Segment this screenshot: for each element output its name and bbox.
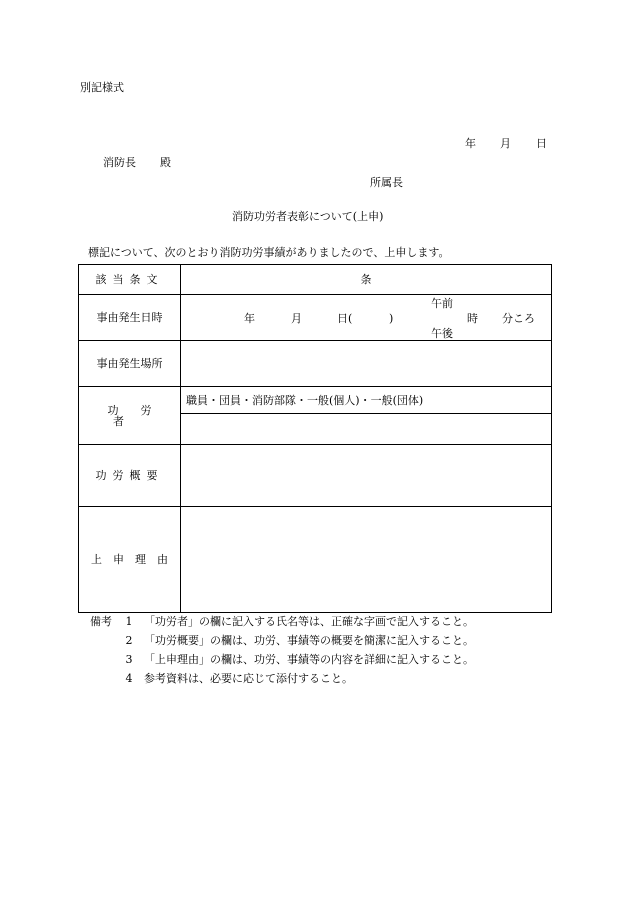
intro-text: 標記について、次のとおり消防功労事績がありましたので、上申します。 [88,246,450,259]
table-row [79,265,552,295]
datetime-field[interactable] [181,295,552,341]
date-month-label: 月 [500,137,511,150]
summary-field[interactable] [181,445,552,507]
row-label-article: 該当条文 [79,265,181,295]
date-year-label: 年 [465,137,476,150]
note-item: 3 「上申理由」の欄は、功労、事績等の内容を詳細に記入すること。 [125,653,474,666]
table-row [79,445,552,507]
note-item: 4 参考資料は、必要に応じて添付すること。 [125,672,353,685]
location-field[interactable] [181,341,552,387]
row-label-reason: 上申理由 [79,507,181,613]
row-label-location: 事由発生場所 [79,341,181,387]
contributor-category[interactable]: 職員・団員・消防部隊・一般(個人)・一般(団体) [181,387,552,414]
form-label: 別記様式 [80,81,124,94]
table-row [79,507,552,613]
note-item: 2 「功労概要」の欄は、功労、事績等の概要を簡潔に記入すること。 [125,634,474,647]
row-label-contributor: 功労者 [79,387,181,445]
reason-field[interactable] [181,507,552,613]
day-label: 日( [337,312,353,325]
year-label: 年 [244,312,255,325]
am-label: 午前 [431,297,453,310]
row-label-summary: 功労概要 [79,445,181,507]
month-label: 月 [291,312,302,325]
page-title: 消防功労者表彰について(上申) [232,210,384,223]
minute-label: 分ころ [502,312,535,325]
honorific: 殿 [160,156,171,169]
table-row [79,341,552,387]
addressee: 消防長 [103,156,136,169]
table-row [79,295,552,341]
date-day-label: 日 [536,137,547,150]
pm-label: 午後 [431,327,453,340]
paren-close: ) [389,312,394,325]
article-value[interactable]: 条 [181,265,552,295]
note-item: 1 「功労者」の欄に記入する氏名等は、正確な字画で記入すること。 [125,615,474,628]
hour-label: 時 [467,312,478,325]
sender: 所属長 [370,176,403,189]
notes-heading: 備考 [90,615,112,628]
table-row [79,387,552,414]
contributor-name-field[interactable] [181,414,552,445]
report-table [78,264,552,613]
row-label-datetime: 事由発生日時 [79,295,181,341]
